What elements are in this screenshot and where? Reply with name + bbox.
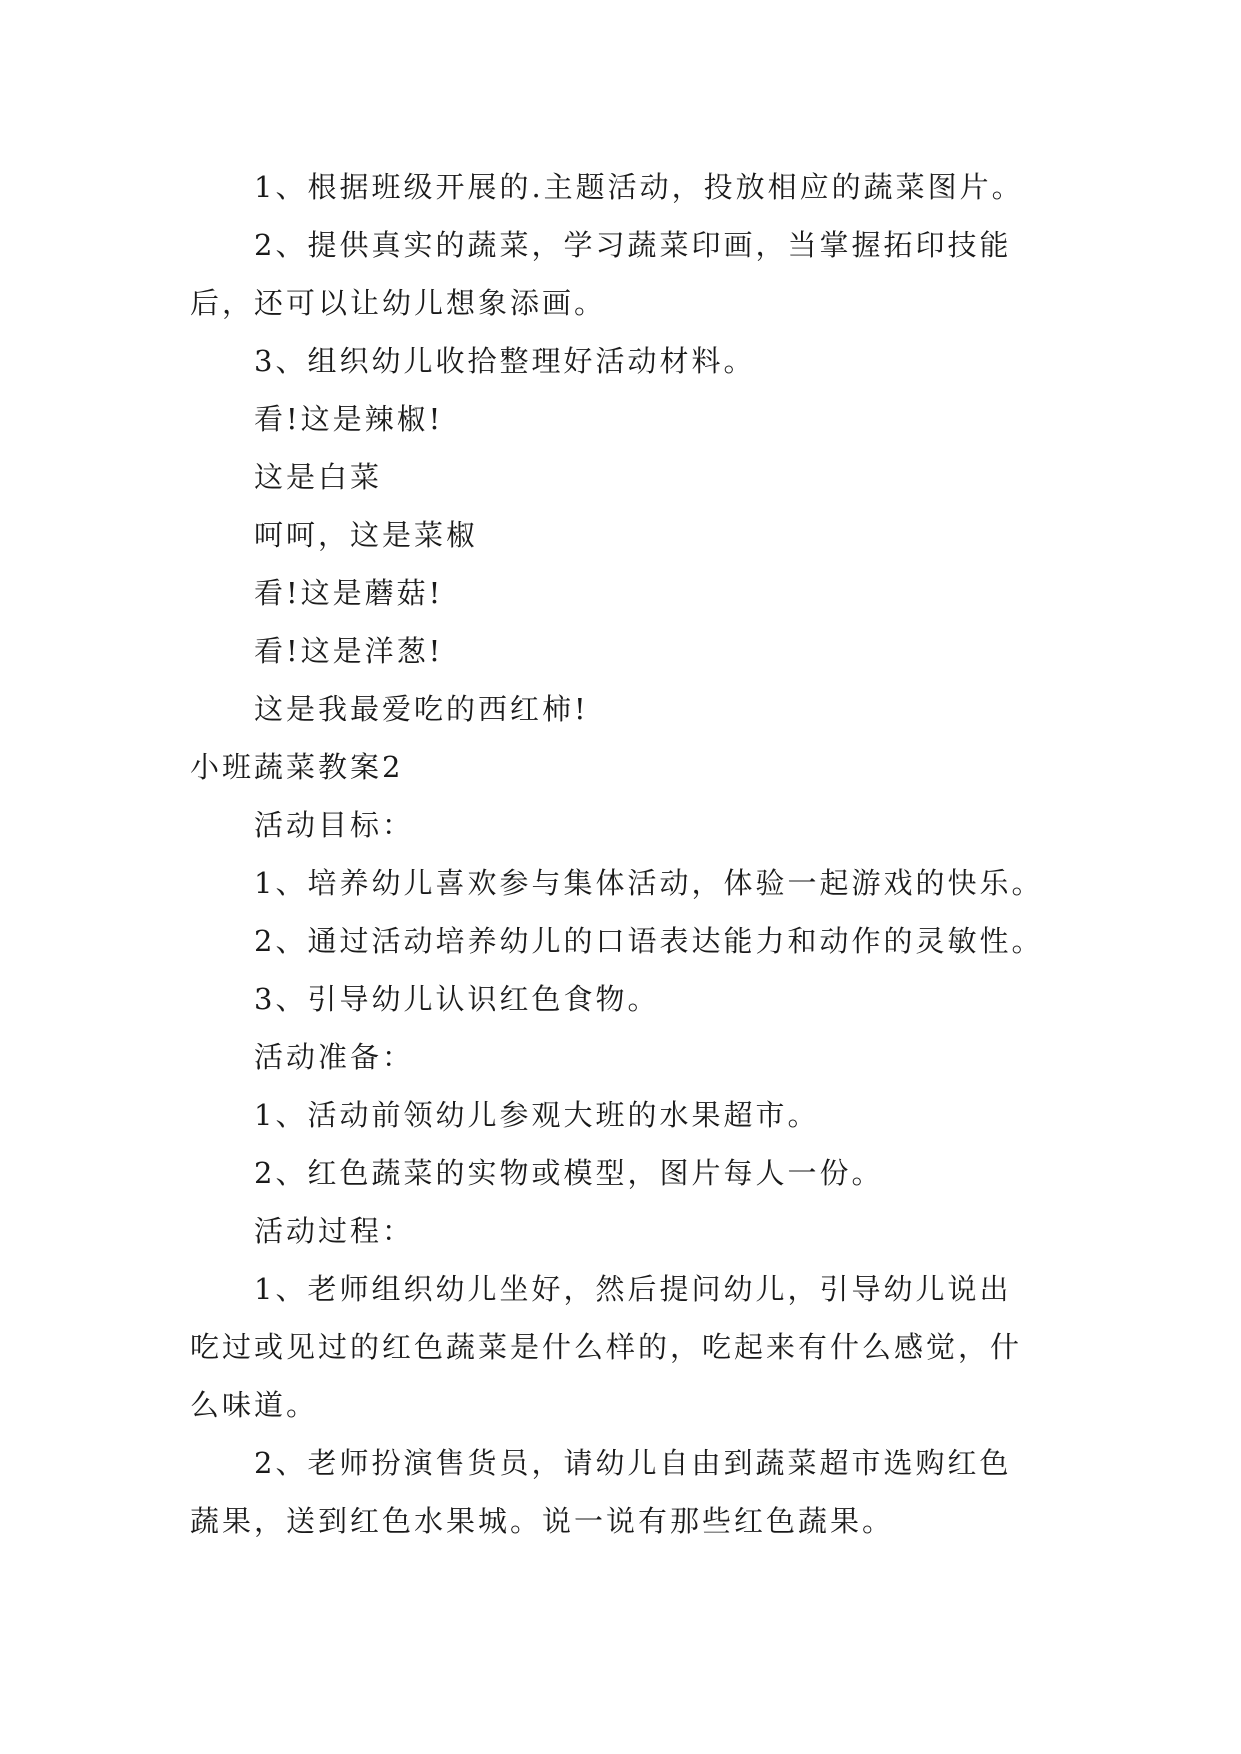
text-line: 后，还可以让幼儿想象添画。 [190,286,607,320]
text-line: 活动过程： [254,1214,415,1248]
text-line: 1、活动前领幼儿参观大班的水果超市。 [254,1098,820,1132]
text-line: 2、红色蔬菜的实物或模型，图片每人一份。 [254,1156,884,1190]
text-line: 1、老师组织幼儿坐好，然后提问幼儿，引导幼儿说出 [254,1272,1012,1306]
section-heading: 小班蔬菜教案2 [190,750,404,784]
text-line: 蔬果，送到红色水果城。说一说有那些红色蔬果。 [190,1504,895,1538]
text-line: 呵呵，这是菜椒 [254,518,479,552]
text-line: 看!这是蘑菇! [254,576,444,610]
text-line: 2、老师扮演售货员，请幼儿自由到蔬菜超市选购红色 [254,1446,1012,1480]
text-line: 2、提供真实的蔬菜，学习蔬菜印画，当掌握拓印技能 [254,228,1012,262]
text-line: 活动准备： [254,1040,415,1074]
text-line: 3、组织幼儿收拾整理好活动材料。 [254,344,756,378]
text-line: 1、培养幼儿喜欢参与集体活动，体验一起游戏的快乐。 [254,866,1044,900]
text-line: 2、通过活动培养幼儿的口语表达能力和动作的灵敏性。 [254,924,1044,958]
text-line: 吃过或见过的红色蔬菜是什么样的，吃起来有什么感觉，什 [190,1330,1023,1364]
text-line: 这是我最爱吃的西红柿! [254,692,589,726]
text-line: 么味道。 [190,1388,319,1422]
text-line: 看!这是洋葱! [254,634,444,668]
text-line: 看!这是辣椒! [254,402,444,436]
text-line: 1、根据班级开展的.主题活动，投放相应的蔬菜图片。 [254,170,1024,204]
text-line: 3、引导幼儿认识红色食物。 [254,982,660,1016]
document-body [190,158,1060,1550]
text-line: 活动目标： [254,808,415,842]
text-line: 这是白菜 [254,460,383,494]
